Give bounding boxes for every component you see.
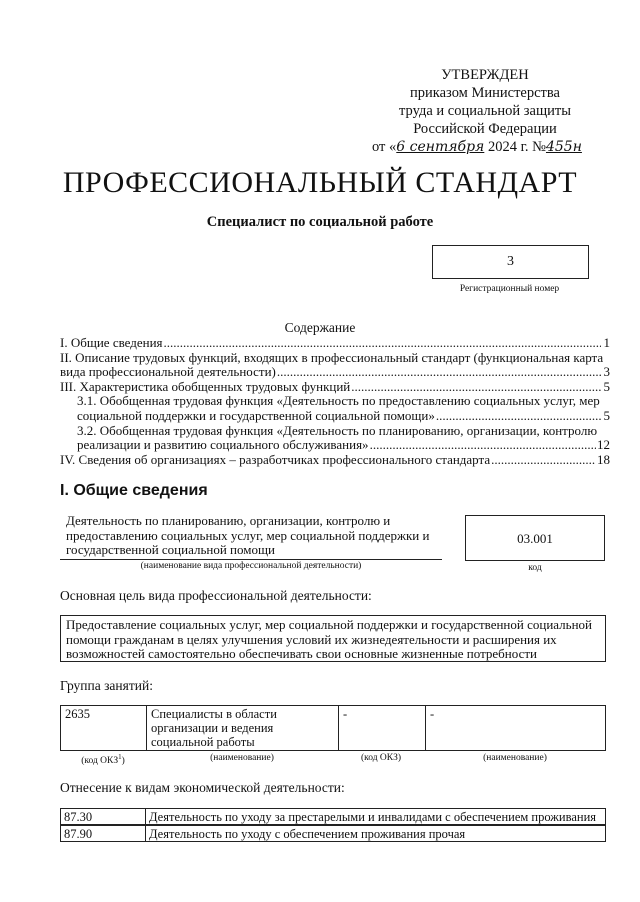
- toc-title: Содержание: [284, 320, 356, 335]
- table-row: [61, 706, 606, 751]
- section-heading: I. Общие сведения: [60, 482, 208, 499]
- handwritten-date: 6 сентября: [396, 139, 485, 155]
- table-row: [61, 825, 606, 842]
- occupation-label: Группа занятий:: [60, 678, 153, 693]
- standard-name: Специалист по социальной работе: [206, 214, 434, 230]
- toc-item-line[interactable]: 3.2. Обобщенная трудовая функция «Деятельность по планированию, организации, контролю: [77, 422, 598, 438]
- activity-caption: (наименование вида профессиональной деятельности): [140, 561, 362, 571]
- okved-code-cell: 87.90: [61, 825, 146, 842]
- goal-label: Основная цель вида профессиональной деятельности:: [60, 588, 372, 603]
- approval-line-country: Российской Федерации: [413, 121, 557, 137]
- table-row: [61, 809, 606, 826]
- approval-line-ministry: труда и социальной защиты: [399, 103, 571, 119]
- caption: (наименование): [210, 753, 274, 763]
- activity-code-caption: код: [528, 563, 542, 573]
- table-of-contents: [60, 336, 610, 467]
- toc-item-line[interactable]: 3.1. Обобщенная трудовая функция «Деятельность по предоставлению социальных услуг, мер: [77, 393, 600, 409]
- caption: (наименование): [483, 753, 547, 763]
- approval-line-approved: УТВЕРЖДЕН: [441, 67, 529, 83]
- document-title: ПРОФЕССИОНАЛЬНЫЙ СТАНДАРТ: [62, 166, 578, 199]
- toc-item[interactable]: реализации и развитию социального обслуживания» ..... 12: [60, 438, 610, 453]
- toc-item-line[interactable]: II. Описание трудовых функций, входящих в профессиональный стандарт (функциональная карта: [60, 349, 604, 365]
- occupation-captions: [60, 753, 606, 766]
- registration-number-label: Регистрационный номер: [459, 284, 560, 294]
- toc-item[interactable]: вида профессиональной деятельности) ..... 3: [60, 365, 610, 380]
- okved-label: Отнесение к видам экономической деятельности:: [60, 780, 345, 795]
- toc-item[interactable]: III. Характеристика обобщенных трудовых функций ..... 5: [60, 380, 610, 395]
- okved-name-cell: Деятельность по уходу с обеспечением проживания прочая: [146, 825, 606, 842]
- okz-code-cell: -: [339, 706, 426, 751]
- approval-line-order: приказом Министерства: [410, 85, 560, 101]
- toc-item[interactable]: социальной поддержки и государственной социальной помощи» ..... 5: [60, 409, 610, 424]
- toc-page: 1: [603, 335, 610, 350]
- okved-table: [60, 808, 606, 842]
- toc-page: 12: [597, 437, 610, 453]
- activity-code-box: 03.001: [465, 515, 605, 561]
- registration-number-box: 3: [432, 245, 589, 279]
- okz-name-cell: -: [426, 706, 606, 751]
- date-suffix: 2024 г. №: [484, 139, 546, 155]
- toc-item[interactable]: IV. Сведения об организациях – разработчиках профессионального стандарта ..... 18: [60, 453, 610, 468]
- activity-name: Деятельность по планированию, организации, контролю и предоставлению социальных услуг, мер социальной поддержки и государственной социальной помощи: [60, 514, 442, 560]
- okved-name-cell: Деятельность по уходу за престарелыми и инвалидами с обеспечением проживания: [146, 809, 606, 826]
- okz-name-cell: Специалисты в области организации и ведения социальной работы: [147, 706, 339, 751]
- okved-code-cell: 87.30: [61, 809, 146, 826]
- caption: (код ОКЗ$^1$): [81, 753, 125, 767]
- toc-page: 5: [603, 407, 610, 423]
- toc-page: 18: [597, 451, 610, 467]
- approval-date-line: [372, 138, 600, 156]
- caption: (код ОКЗ): [360, 753, 402, 763]
- approval-block: [370, 66, 600, 156]
- okz-code-cell: 2635: [61, 706, 147, 751]
- date-prefix: от «: [372, 139, 397, 155]
- goal-box: Предоставление социальных услуг, мер социальной поддержки и государственной социальной помощи гражданам в целях улучшения условий их жизнедеятельности и расширения их возможностей самостоятельно обеспечивать свои основные жизненные потребности: [60, 615, 606, 662]
- handwritten-number: 455н: [545, 139, 582, 155]
- toc-page: 5: [603, 378, 610, 394]
- toc-page: 3: [603, 364, 610, 380]
- occupation-table: [60, 705, 606, 751]
- toc-item[interactable]: I. Общие сведения ..... 1: [60, 336, 610, 351]
